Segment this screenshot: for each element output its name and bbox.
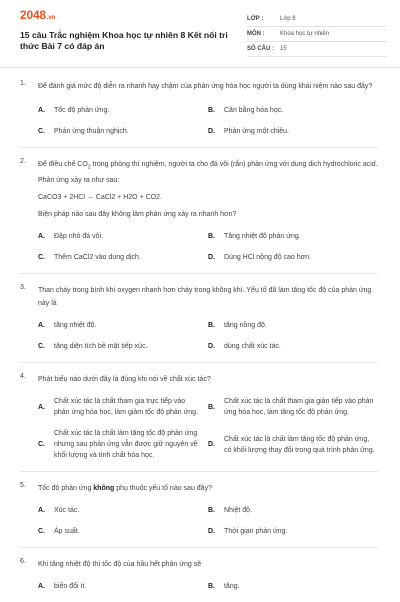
option-grid bbox=[38, 105, 378, 147]
info-row-subject: MÔN : Khoa học tự nhiên bbox=[247, 27, 387, 42]
question-3: 3. Than cháy trong bình khí oxygen nhanh hơn cháy trong không khí. Yếu tố đã làm tăng tốc độ của phản ứng này là A. tăng nhiệt độ. B. tăng nồng độ. C. tăng diện tích bề mặt tiếp xúc. D. dùng chất xúc tác. bbox=[0, 284, 400, 362]
question-5: 5. Tốc độ phản ứng không phụ thuộc yếu tố nào sau đây? A. Xúc tác. B. Nhiệt độ. C. Áp suất. D. Thời gian phản ứng. bbox=[0, 482, 400, 547]
divider bbox=[20, 362, 378, 363]
option-d[interactable]: D. dùng chất xúc tác. bbox=[208, 343, 281, 351]
info-box bbox=[247, 12, 387, 57]
info-row-class: LỚP : Lớp 8 bbox=[247, 12, 387, 27]
option-c[interactable]: C. Áp suất. bbox=[38, 528, 80, 536]
option-b[interactable]: B. Nhiệt độ. bbox=[208, 507, 253, 515]
option-a[interactable]: A. Tốc độ phản ứng. bbox=[38, 107, 110, 114]
question-1: 1. Để đánh giá mức độ diễn ra nhanh hay chậm của phản ứng hóa học người ta dùng khái niệm nào sau đây? A. Tốc độ phản ứng. B. Cân bằng hóa học. C. Phản ứng thuận nghịch. D. Phản ứng một chiều. bbox=[0, 80, 400, 147]
option-a[interactable]: A. biến đổi ít. bbox=[38, 583, 87, 591]
option-b[interactable]: B. tăng. bbox=[208, 583, 240, 591]
divider bbox=[20, 471, 378, 472]
option-c[interactable]: C. Thêm CaCl2 vào dung dịch. bbox=[38, 254, 141, 262]
question-text: Tốc độ phản ứng không phụ thuộc yếu tố nào sau đây? bbox=[38, 485, 212, 493]
option-c[interactable]: C. Phản ứng thuận nghịch. bbox=[38, 128, 129, 135]
question-list bbox=[0, 70, 400, 602]
option-b[interactable]: B. Cân bằng hóa học. bbox=[208, 107, 284, 114]
option-grid bbox=[38, 396, 378, 471]
option-b[interactable]: B. tăng nồng độ. bbox=[208, 322, 267, 330]
question-text: Để điều chế $CO_2$ trong phòng thí nghiệm, người ta cho đá vôi (rắn) phản ứng với dung dịch hydrochloric acid. Phản ứng xảy ra như sau: bbox=[38, 161, 378, 185]
option-grid bbox=[38, 581, 378, 602]
option-grid bbox=[38, 231, 378, 273]
reaction-equation: CaCO3 + 2HCl → CaCl2 + H2O + CO2. bbox=[38, 194, 162, 202]
option-b[interactable]: B. Tăng nhiệt độ phản ứng. bbox=[208, 233, 301, 241]
option-c[interactable]: C. tăng diện tích bề mặt tiếp xúc. bbox=[38, 343, 148, 351]
option-d[interactable]: D. Thời gian phản ứng. bbox=[208, 528, 288, 536]
question-text: Để đánh giá mức độ diễn ra nhanh hay chậm của phản ứng hóa học người ta dùng khái niệm nào sau đây? bbox=[38, 83, 373, 90]
info-row-count: SỐ CÂU : 15 bbox=[247, 42, 387, 57]
site-logo[interactable]: 2048.vn bbox=[20, 8, 55, 22]
question-2: 2. Để điều chế $CO_2$ trong phòng thí nghiệm, người ta cho đá vôi (rắn) phản ứng với dung dịch hydrochloric acid. Phản ứng xảy ra như sau: CaCO3 + 2HCl → CaCl2 + H2O + CO2. Biện pháp nào sau đây không làm phản ứng xảy ra nhanh hơn? A. Đập nhỏ đá vôi. B. Tăng nhiệt độ phản ứng. C. Thêm CaCl2 vào dung dịch. D. Dùng HCl nồng độ cao hơn. bbox=[0, 158, 400, 273]
page-header bbox=[0, 0, 400, 68]
option-d[interactable]: D. Phản ứng một chiều. bbox=[208, 128, 290, 135]
option-a[interactable]: A. Đập nhỏ đá vôi. bbox=[38, 233, 104, 241]
question-text: Phát biểu nào dưới đây là đúng khi nói về chất xúc tác? bbox=[38, 376, 211, 384]
option-grid bbox=[38, 505, 378, 547]
question-6: 6. Khi tăng nhiệt độ thì tốc độ của hầu hết phản ứng sẽ A. biến đổi ít. B. tăng. bbox=[0, 558, 400, 602]
option-grid bbox=[38, 320, 378, 362]
document-title: 15 câu Trắc nghiệm Khoa học tự nhiên 8 Kết nối tri thức Bài 7 có đáp án bbox=[20, 30, 228, 51]
option-a[interactable]: A. Chất xúc tác là chất tham gia trực tiếp vào phản ứng hóa học, làm giảm tốc độ phản ứng. bbox=[38, 398, 199, 417]
question-text: Than cháy trong bình khí oxygen nhanh hơn cháy trong không khí. Yếu tố đã làm tăng tốc độ của phản ứng này là bbox=[38, 287, 372, 308]
option-d[interactable]: D. Dùng HCl nồng độ cao hơn. bbox=[208, 254, 312, 262]
divider bbox=[20, 147, 378, 148]
divider bbox=[20, 547, 378, 548]
question-4: 4. Phát biểu nào dưới đây là đúng khi nói về chất xúc tác? A. Chất xúc tác là chất tham gia trực tiếp vào phản ứng hóa học, làm giảm tốc độ phản ứng. B. Chất xúc tác là chất tham gia gián tiếp vào phản ứng hóa học, làm tăng tốc độ phản ứng. C. Chất xúc tác là chất làm tăng tốc độ phản ứng nhưng sau phản ứng vẫn được giữ nguyên về khối lượng và tính chất hóa học. D. Chất xúc tác là chất làm tăng tốc độ phản ứng, có khối lượng thay đổi trong quá trình phản ứng. bbox=[0, 373, 400, 471]
option-d[interactable]: D. Chất xúc tác là chất làm tăng tốc độ phản ứng, có khối lượng thay đổi trong quá trình phản ứng. bbox=[208, 435, 375, 454]
question-text: Khi tăng nhiệt độ thì tốc độ của hầu hết phản ứng sẽ bbox=[38, 561, 202, 569]
option-c[interactable]: C. Chất xúc tác là chất làm tăng tốc độ phản ứng nhưng sau phản ứng vẫn được giữ nguyên về khối lượng và tính chất hóa học. bbox=[38, 430, 198, 460]
question-text-2: Biện pháp nào sau đây không làm phản ứng xảy ra nhanh hơn? bbox=[38, 211, 237, 219]
option-a[interactable]: A. tăng nhiệt độ. bbox=[38, 322, 97, 330]
option-a[interactable]: A. Xúc tác. bbox=[38, 507, 80, 515]
option-b[interactable]: B. Chất xúc tác là chất tham gia gián tiếp vào phản ứng hóa học, làm tăng tốc độ phản ứng. bbox=[208, 398, 374, 417]
divider bbox=[20, 273, 378, 274]
